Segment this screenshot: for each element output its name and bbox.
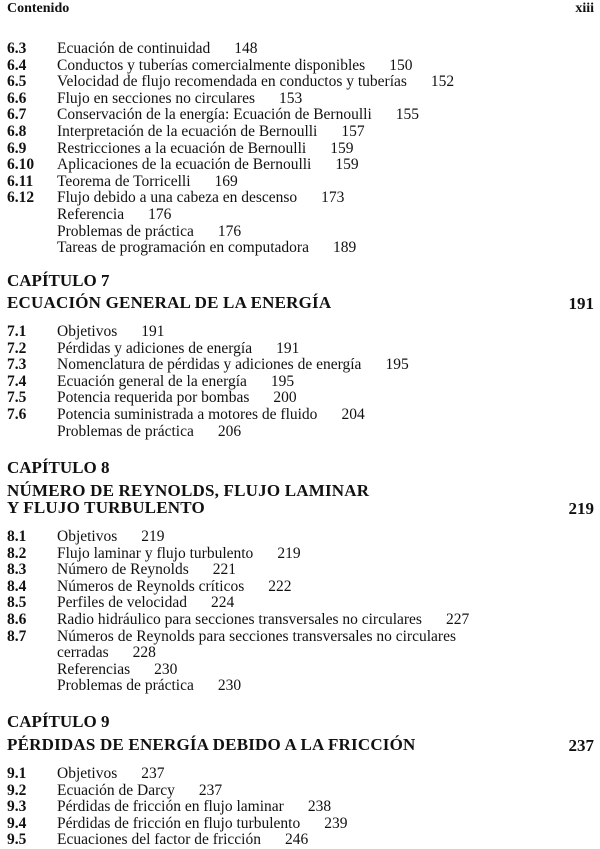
entry-page: 206 — [217, 422, 242, 440]
toc-entry[interactable] — [0, 341, 600, 358]
entry-page: 173 — [321, 189, 345, 207]
chapter-title-line: Y FLUJO TURBULENTO — [7, 498, 205, 517]
entry-title-wrap — [57, 141, 353, 158]
entry-page: 195 — [385, 356, 409, 374]
entry-number: 8.3 — [7, 561, 27, 579]
entry-page: 200 — [273, 389, 297, 407]
entry-title: Teorema de Torricelli — [57, 172, 191, 190]
entry-title: Potencia requerida por bombas — [57, 389, 250, 407]
entry-title-wrap — [57, 41, 257, 58]
chapter-page: 237 — [568, 736, 594, 755]
entry-number: 7.6 — [7, 405, 27, 423]
entry-page: 238 — [307, 798, 332, 816]
entry-title-wrap — [57, 207, 171, 224]
entry-number: 7.4 — [7, 372, 27, 390]
entry-number: 8.7 — [7, 627, 27, 645]
entry-title: Referencias — [57, 660, 131, 678]
entry-title-wrap — [57, 174, 238, 191]
entry-title: Aplicaciones de la ecuación de Bernoulli — [57, 156, 312, 174]
entry-number: 6.12 — [7, 189, 35, 207]
chapter-label: CAPÍTULO 7 — [7, 271, 110, 290]
section-entries — [0, 324, 600, 440]
chapter-label: CAPÍTULO 8 — [7, 458, 110, 477]
entry-title: Problemas de práctica — [57, 677, 194, 695]
entry-number: 9.5 — [7, 831, 27, 849]
entry-title: Radio hidráulico para secciones transversales no circulares — [57, 610, 422, 628]
entry-title-wrap — [57, 357, 409, 374]
entry-page: 237 — [198, 781, 223, 799]
entry-page: 195 — [270, 372, 295, 390]
section-entries — [0, 41, 600, 257]
entry-number: 7.2 — [7, 339, 27, 357]
entry-title-wrap — [57, 157, 359, 174]
entry-title-wrap — [57, 107, 419, 124]
section-entries — [0, 766, 600, 849]
toc-entry[interactable] — [0, 562, 600, 579]
entry-title-wrap — [57, 579, 292, 596]
entry-title: Flujo laminar y flujo turbulento — [57, 544, 254, 562]
entry-number: 6.3 — [7, 40, 27, 57]
entry-title-wrap — [57, 766, 165, 783]
toc-entry[interactable] — [0, 91, 600, 108]
entry-title-wrap — [57, 629, 456, 646]
toc-entry[interactable] — [0, 41, 600, 58]
entry-number: 8.1 — [7, 528, 27, 545]
entry-title-wrap — [57, 546, 301, 563]
entry-page: 191 — [141, 323, 165, 340]
running-header-title: Contenido — [7, 1, 70, 16]
entry-page: 228 — [132, 644, 156, 662]
chapter-page: 191 — [568, 294, 594, 313]
entry-title-wrap — [57, 240, 356, 257]
entry-page: 239 — [324, 814, 348, 832]
entry-title-wrap — [57, 390, 297, 407]
entry-title: Restricciones a la ecuación de Bernoulli — [57, 139, 307, 157]
entry-title: Tareas de programación en computadora — [57, 239, 309, 257]
entry-title: Ecuación de continuidad — [57, 40, 211, 57]
toc-entry[interactable] — [0, 58, 600, 75]
chapter-title[interactable] — [7, 482, 369, 516]
entry-number: 7.1 — [7, 323, 27, 340]
toc-entry[interactable] — [0, 579, 600, 596]
chapter-page: 219 — [568, 499, 594, 518]
entry-title: Problemas de práctica — [57, 422, 194, 440]
entry-page: 224 — [210, 594, 235, 612]
toc-entry[interactable] — [0, 783, 600, 800]
entry-number: 9.1 — [7, 765, 27, 782]
toc-entry[interactable] — [0, 799, 600, 816]
chapter-title[interactable] — [7, 294, 331, 311]
entry-title-wrap — [57, 662, 177, 679]
entry-title-wrap — [57, 91, 302, 108]
entry-title: Conservación de la energía: Ecuación de Bernoulli — [57, 106, 372, 124]
entry-title-wrap — [57, 678, 241, 695]
entry-title: Referencia — [57, 205, 125, 223]
entry-number: 6.6 — [7, 89, 27, 107]
entry-title: Flujo en secciones no circulares — [57, 89, 255, 107]
entry-title: Número de Reynolds — [57, 561, 189, 579]
toc-entry[interactable] — [0, 766, 600, 783]
entry-number: 9.4 — [7, 814, 27, 832]
toc-entry[interactable] — [0, 141, 600, 158]
entry-page: 155 — [395, 106, 420, 124]
entry-title: Interpretación de la ecuación de Bernoulli — [57, 122, 318, 140]
toc-entry[interactable] — [0, 832, 600, 849]
entry-title: Pérdidas y adiciones de energía — [57, 339, 253, 357]
entry-number: 9.3 — [7, 798, 27, 816]
entry-title: Nomenclatura de pérdidas y adiciones de energía — [57, 356, 362, 374]
entry-number: 8.5 — [7, 594, 27, 612]
entry-title-wrap — [57, 832, 308, 849]
entry-page: 237 — [141, 765, 165, 782]
toc-entry[interactable] — [0, 357, 600, 374]
entry-title: Flujo debido a una cabeza en descenso — [57, 189, 298, 207]
entry-title: Objetivos — [57, 323, 118, 340]
entry-title-wrap — [57, 341, 299, 358]
toc-entry[interactable] — [0, 174, 600, 191]
entry-title: Números de Reynolds críticos — [57, 577, 245, 595]
entry-number: 6.4 — [7, 56, 27, 74]
entry-number: 6.5 — [7, 73, 27, 91]
toc-entry[interactable] — [0, 324, 600, 341]
entry-title: Problemas de práctica — [57, 222, 194, 240]
toc-entry[interactable] — [0, 546, 600, 563]
entry-title: Potencia suministrada a motores de fluido — [57, 405, 318, 423]
entry-page: 189 — [332, 239, 357, 257]
entry-title-wrap — [57, 124, 365, 141]
entry-title: Perfiles de velocidad — [57, 594, 187, 612]
entry-page: 230 — [217, 677, 242, 695]
toc-entry[interactable] — [0, 612, 600, 629]
entry-title-wrap — [57, 783, 222, 800]
entry-page: 219 — [277, 544, 301, 562]
toc-entry[interactable] — [0, 529, 600, 546]
entry-title: Objetivos — [57, 765, 118, 782]
entry-title-wrap — [57, 324, 165, 341]
entry-number: 6.11 — [7, 172, 34, 190]
entry-page: 176 — [148, 205, 172, 223]
entry-page: 222 — [268, 577, 292, 595]
entry-title: Ecuación de Darcy — [57, 781, 175, 799]
entry-number: 6.8 — [7, 122, 27, 140]
entry-number: 9.2 — [7, 781, 27, 799]
entry-page: 153 — [279, 89, 303, 107]
toc-entry[interactable] — [0, 424, 600, 441]
entry-number: 6.7 — [7, 106, 27, 124]
entry-title-wrap — [57, 224, 241, 241]
entry-page: 150 — [389, 56, 413, 74]
entry-title: Conductos y tuberías comercialmente disponibles — [57, 56, 366, 74]
toc-entry[interactable] — [0, 124, 600, 141]
entry-title-wrap — [57, 190, 344, 207]
toc-entry[interactable] — [0, 662, 600, 679]
entry-title: Pérdidas de fricción en flujo laminar — [57, 798, 284, 816]
toc-entry[interactable] — [0, 74, 600, 91]
entry-title-wrap — [57, 74, 454, 91]
entry-page: 204 — [341, 405, 365, 423]
entry-number: 8.4 — [7, 577, 27, 595]
entry-title: Números de Reynolds para secciones transversales no circulares — [57, 627, 456, 645]
entry-number: 7.3 — [7, 356, 27, 374]
entry-page: 157 — [341, 122, 365, 140]
entry-page: 221 — [212, 561, 236, 579]
entry-number: 6.9 — [7, 139, 27, 157]
toc-entry[interactable] — [0, 240, 600, 257]
toc-entry[interactable] — [0, 224, 600, 241]
entry-page: 169 — [214, 172, 238, 190]
entry-title: Ecuación general de la energía — [57, 372, 247, 390]
chapter-label: CAPÍTULO 9 — [7, 712, 110, 731]
entry-page: 219 — [141, 528, 165, 545]
entry-title-wrap — [57, 612, 469, 629]
entry-number: 6.10 — [7, 156, 35, 174]
toc-entry[interactable] — [0, 190, 600, 207]
entry-page: 159 — [335, 156, 359, 174]
entry-number: 8.2 — [7, 544, 27, 562]
entry-title-wrap — [57, 816, 347, 833]
toc-entry[interactable] — [0, 816, 600, 833]
page-number: xiii — [575, 1, 594, 16]
toc-entry[interactable] — [0, 374, 600, 391]
toc-entry[interactable] — [0, 107, 600, 124]
toc-entry[interactable] — [0, 629, 600, 646]
entry-title-wrap — [57, 374, 294, 391]
entry-page: 227 — [445, 610, 470, 628]
entry-title: Objetivos — [57, 528, 118, 545]
entry-page: 159 — [330, 139, 354, 157]
entry-title-wrap — [57, 424, 241, 441]
section-entries — [0, 529, 600, 695]
entry-title: Pérdidas de fricción en flujo turbulento — [57, 814, 301, 832]
entry-title-wrap — [57, 562, 236, 579]
entry-page: 152 — [430, 73, 455, 91]
toc-entry[interactable] — [0, 678, 600, 695]
chapter-title[interactable] — [7, 736, 416, 753]
entry-title-wrap — [57, 529, 165, 546]
toc-entry[interactable] — [0, 157, 600, 174]
toc-entry[interactable] — [0, 407, 600, 424]
chapter-title-line: PÉRDIDAS DE ENERGÍA DEBIDO A LA FRICCIÓN — [7, 735, 416, 754]
entry-page: 148 — [234, 40, 258, 57]
entry-title: Velocidad de flujo recomendada en conductos y tuberías — [57, 73, 407, 91]
entry-title: cerradas — [57, 644, 109, 662]
chapter-title-line: NÚMERO DE REYNOLDS, FLUJO LAMINAR — [7, 481, 370, 500]
entry-title: Ecuaciones del factor de fricción — [57, 831, 261, 849]
entry-title-wrap — [57, 595, 234, 612]
toc-entry[interactable] — [0, 390, 600, 407]
entry-title-wrap — [57, 407, 365, 424]
entry-page: 176 — [217, 222, 242, 240]
entry-page: 230 — [154, 660, 178, 678]
entry-number: 8.6 — [7, 610, 27, 628]
entry-page: 191 — [276, 339, 300, 357]
entry-title-wrap — [57, 799, 331, 816]
chapter-title-line: ECUACIÓN GENERAL DE LA ENERGÍA — [7, 293, 332, 312]
entry-title-wrap — [57, 58, 412, 75]
entry-number: 7.5 — [7, 389, 27, 407]
toc-entry[interactable] — [0, 207, 600, 224]
toc-entry[interactable] — [0, 645, 600, 662]
entry-title-wrap — [57, 645, 156, 662]
entry-page: 246 — [284, 831, 309, 849]
toc-entry[interactable] — [0, 595, 600, 612]
